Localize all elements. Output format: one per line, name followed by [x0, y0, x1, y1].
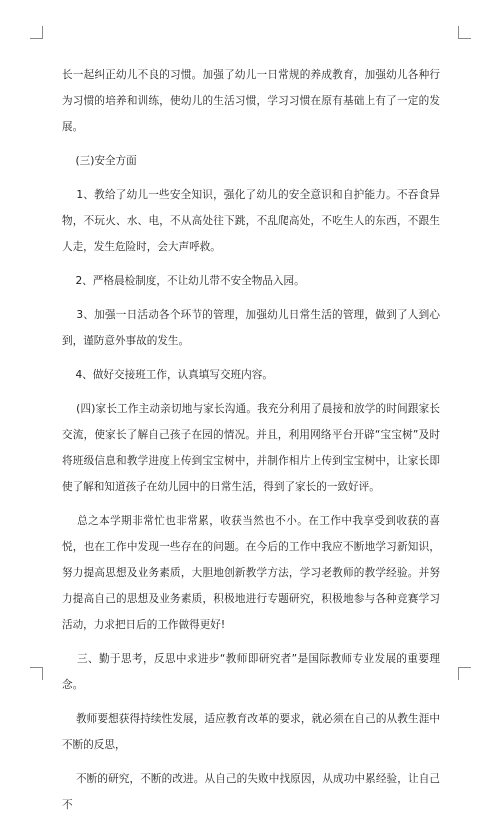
paragraph-reflection-heading: 三、勤于思考，反思中求进步“教师即研究者”是国际教师专业发展的重要理念。 [62, 653, 440, 691]
paragraph-safety-knowledge: 1、教给了幼儿一些安全知识，强化了幼儿的安全意识和自护能力。不吞食异物，不玩火、水、电，不从高处往下跳，不乱爬高处，不吃生人的东西，不跟生人走，发生危险时，会大声呼救。 [62, 189, 440, 253]
section-heading-safety: (三)安全方面 [62, 155, 137, 167]
crop-mark-top-right [458, 26, 471, 39]
paragraph-continuous-development: 教师要想获得持续性发展，适应教育改革的要求，就必须在自己的从教生涯中不断的反思， [62, 713, 440, 751]
crop-mark-bottom-left [30, 667, 43, 680]
paragraph-handover: 4、做好交接班工作，认真填写交班内容。 [62, 369, 273, 381]
crop-mark-top-left [30, 26, 43, 39]
crop-mark-bottom-right [458, 667, 471, 680]
paragraph-summary: 总之本学期非常忙也非常累，收获当然也不小。在工作中我享受到收获的喜悦，也在工作中发现一些存在的问题。在今后的工作中我应不断地学习新知识，努力提高思想及业务素质，大胆地创新教学方法，学习老教师的教学经验。并努力提高自己的思想及业务素质，积极地进行专题研究，积极地参与各种竞赛学习活动，力求把日后的工作做得更好! [62, 515, 440, 631]
paragraph-research-improve: 不断的研究，不断的改进。从自己的失败中找原因，从成功中累经验，让自己不 [62, 773, 440, 811]
paragraph-daily-management: 3、加强一日活动各个环节的管理，加强幼儿日常生活的管理，做到了人到心到，谨防意外事故的发生。 [62, 309, 440, 347]
paragraph-habits-continued: 长一起纠正幼儿不良的习惯。加强了幼儿一日常规的养成教育，加强幼儿各种行为习惯的培养和训练，使幼儿的生活习惯，学习习惯在原有基础上有了一定的发展。 [62, 69, 440, 133]
document-body [62, 62, 440, 826]
paragraph-parent-work: (四)家长工作主动亲切地与家长沟通。我充分利用了晨接和放学的时间跟家长交流，使家长了解自己孩子在园的情况。并且，利用网络平台开辟“宝宝树”及时将班级信息和教学进度上传到宝宝树中，并制作相片上传到宝宝树中，让家长即使了解和知道孩子在幼儿园中的日常生活，得到了家长的一致好评。 [62, 403, 440, 493]
paragraph-morning-check: 2、严格晨检制度，不让幼儿带不安全物品入园。 [62, 275, 305, 287]
